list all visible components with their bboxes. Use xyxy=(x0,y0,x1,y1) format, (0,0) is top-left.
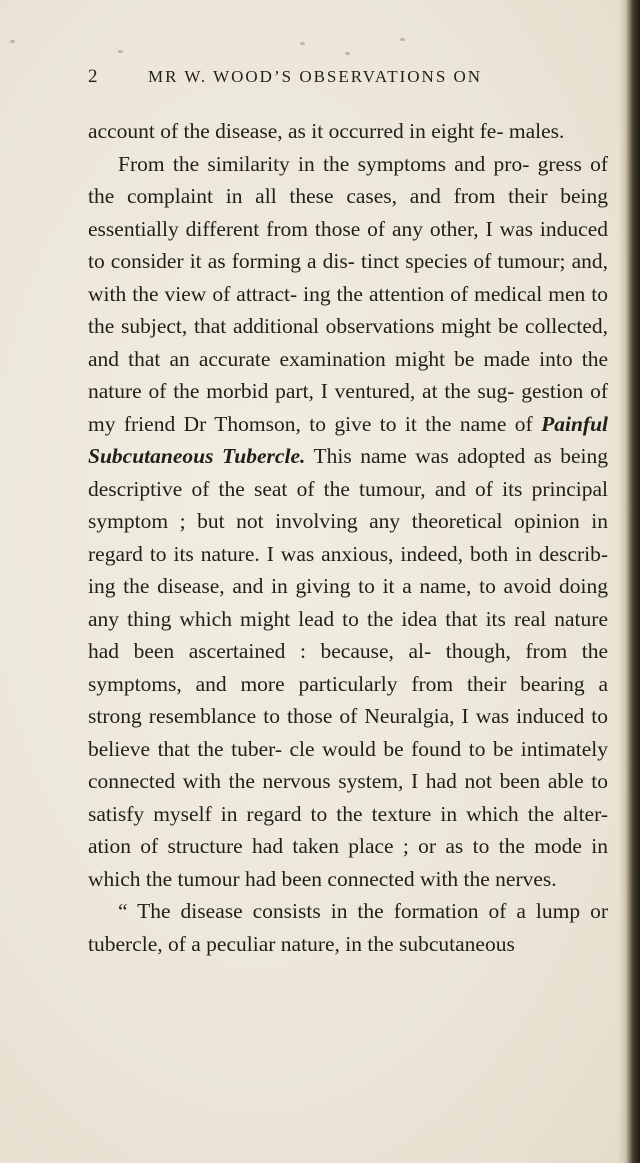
page-number: 2 xyxy=(88,66,98,87)
paragraph xyxy=(88,148,608,896)
paragraph: “ The disease consists in the formation of a lump or tubercle, of a peculiar nature, in the subcutaneous xyxy=(88,899,608,956)
ink-speck xyxy=(300,42,305,45)
page-edge-shadow xyxy=(618,0,640,1163)
body-text xyxy=(88,115,608,960)
paragraph: account of the disease, as it occurred in eight fe- males. xyxy=(88,119,565,143)
page-header xyxy=(88,66,608,90)
ink-speck xyxy=(345,52,350,55)
running-head: MR W. WOOD’S OBSERVATIONS ON xyxy=(148,67,483,86)
ink-speck xyxy=(10,40,15,43)
paragraph-text: From the similarity in the symptoms and pro- gress of the complaint in all these cases, and from their being essentially different from those of any other, I was induced to consider it as forming a dis- tinct species of tumour; and, with the view of attract- ing the attention of medical men to the subject, that additional observations might be collected, and that an accurate examination might be made into the nature of the morbid part, I ventured, at the sug- gestion of my friend Dr Thomson, to give to it the name of xyxy=(88,151,608,436)
ink-speck xyxy=(118,50,123,53)
ink-speck xyxy=(400,38,405,41)
italic-term: Painful Subcutaneous Tubercle. xyxy=(88,411,608,468)
paragraph-text: This name was adopted as being descriptive of the seat of the tumour, and of its principal symptom ; but not involving any theoretical opinion in regard to its nature. I was anxious, indeed, both in describ- ing the disease, and in giving to it a name, to avoid doing any thing which might lead to the idea that its real nature had been ascertained : because, al- though, from the symptoms, and more particularly from their bearing a strong resemblance to those of Neuralgia, I was induced to believe that the tuber- cle would be found to be intimately connected with the nervous system, I had not been able to satisfy myself in regard to the texture in which the alter- ation of structure had taken place ; or as to the mode in which the tumour had been connected with the nerves. xyxy=(88,444,608,891)
